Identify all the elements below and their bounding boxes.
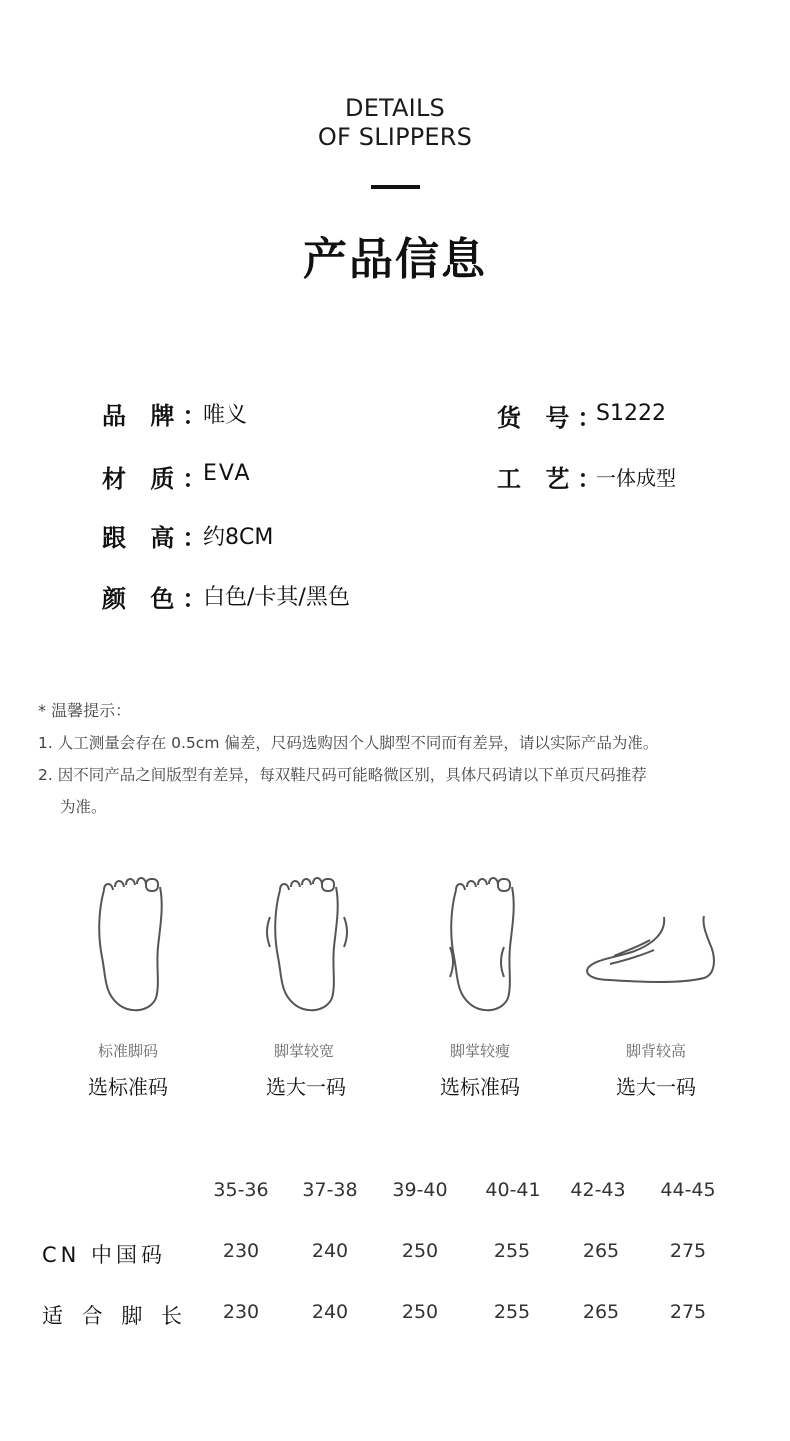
size-row-label-cn: CN 中国码 bbox=[42, 1243, 167, 1267]
spec-color-value: 白色/卡其/黑色 bbox=[203, 585, 350, 610]
foot-caption-high-instep: 脚背较高 bbox=[625, 1042, 686, 1060]
size-cell: 250 bbox=[401, 1301, 439, 1323]
size-header: 35-36 bbox=[213, 1179, 269, 1201]
spec-item-no-label: 货 号： bbox=[497, 404, 610, 432]
title-divider bbox=[371, 185, 420, 189]
spec-item-no-value: S1222 bbox=[596, 401, 666, 426]
size-header: 44-45 bbox=[660, 1179, 716, 1201]
notes-line-3: 为准。 bbox=[60, 798, 107, 816]
size-header: 42-43 bbox=[570, 1179, 626, 1201]
size-cell: 250 bbox=[401, 1240, 439, 1262]
standard-foot-icon bbox=[60, 872, 200, 1012]
size-cell: 275 bbox=[669, 1301, 707, 1323]
size-header: 40-41 bbox=[485, 1179, 541, 1201]
notes-heading: * 温馨提示： bbox=[38, 701, 132, 720]
size-cell: 230 bbox=[222, 1301, 260, 1323]
page-title: 产品信息 bbox=[303, 234, 487, 285]
size-cell: 240 bbox=[311, 1240, 349, 1262]
size-cell: 230 bbox=[222, 1240, 260, 1262]
notes-line-2: 2. 因不同产品之间版型有差异，每双鞋尺码可能略微区别，具体尺码请以下单页尺码推荐 bbox=[38, 766, 647, 784]
thin-foot-icon bbox=[412, 872, 552, 1012]
spec-material-value: EVA bbox=[203, 461, 252, 486]
foot-advice-standard: 选标准码 bbox=[88, 1075, 168, 1099]
english-title-line1: DETAILS bbox=[345, 94, 445, 122]
spec-heel-value: 约8CM bbox=[203, 525, 274, 550]
spec-material-label: 材 质： bbox=[102, 465, 215, 493]
spec-craft-label: 工 艺： bbox=[497, 465, 610, 493]
foot-advice-thin: 选标准码 bbox=[440, 1075, 520, 1099]
spec-color-label: 颜 色： bbox=[102, 585, 215, 613]
size-header: 39-40 bbox=[392, 1179, 448, 1201]
high-instep-foot-icon bbox=[580, 872, 720, 1012]
size-cell: 275 bbox=[669, 1240, 707, 1262]
english-title-line2: OF SLIPPERS bbox=[317, 123, 473, 151]
foot-caption-wide: 脚掌较宽 bbox=[273, 1042, 334, 1060]
foot-caption-thin: 脚掌较瘦 bbox=[449, 1042, 510, 1060]
size-row-label-foot-length: 适 合 脚 长 bbox=[42, 1304, 189, 1328]
size-cell: 265 bbox=[582, 1301, 620, 1323]
size-cell: 240 bbox=[311, 1301, 349, 1323]
size-cell: 265 bbox=[582, 1240, 620, 1262]
size-cell: 255 bbox=[493, 1301, 531, 1323]
foot-advice-wide: 选大一码 bbox=[266, 1075, 346, 1099]
wide-foot-icon bbox=[236, 872, 376, 1012]
spec-heel-label: 跟 高： bbox=[102, 524, 215, 552]
size-cell: 255 bbox=[493, 1240, 531, 1262]
foot-caption-standard: 标准脚码 bbox=[97, 1042, 158, 1060]
spec-brand-value: 唯义 bbox=[203, 403, 248, 428]
foot-advice-high-instep: 选大一码 bbox=[616, 1075, 696, 1099]
notes-line-1: 1. 人工测量会存在 0.5cm 偏差，尺码选购因个人脚型不同而有差异，请以实际产品为准。 bbox=[38, 734, 659, 752]
spec-brand-label: 品 牌： bbox=[102, 402, 215, 430]
size-header: 37-38 bbox=[302, 1179, 358, 1201]
spec-craft-value: 一体成型 bbox=[596, 466, 676, 490]
